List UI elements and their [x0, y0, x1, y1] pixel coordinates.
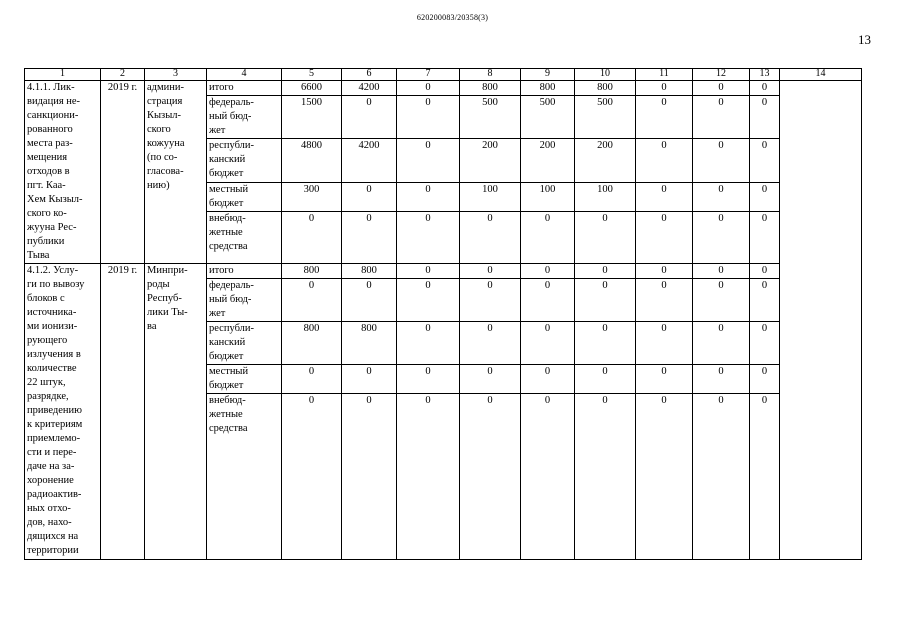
measure-executor: Минпри- роды Респуб- лики Ты- ва: [145, 264, 207, 560]
column-number: 10: [575, 69, 636, 81]
value-cell: 800: [282, 264, 342, 279]
value-cell: 0: [693, 279, 750, 322]
value-cell: 0: [397, 365, 460, 394]
value-cell: 0: [636, 322, 693, 365]
value-cell: 0: [342, 365, 397, 394]
value-cell: 0: [750, 211, 780, 263]
value-cell: 0: [693, 139, 750, 182]
value-cell: 500: [521, 96, 575, 139]
funding-category: внебюд- жетные средства: [207, 394, 282, 560]
value-cell: 4200: [342, 139, 397, 182]
value-cell: 0: [460, 279, 521, 322]
value-cell: 0: [693, 96, 750, 139]
table-row: [25, 264, 862, 279]
value-cell: 0: [693, 182, 750, 211]
value-cell: 0: [575, 365, 636, 394]
page-number: 13: [858, 32, 871, 47]
column-number: 7: [397, 69, 460, 81]
value-cell: 200: [575, 139, 636, 182]
column-number: 5: [282, 69, 342, 81]
value-cell: 0: [282, 365, 342, 394]
column-number: 14: [780, 69, 862, 81]
value-cell: 0: [636, 394, 693, 560]
value-cell: 200: [521, 139, 575, 182]
measure-year: 2019 г.: [101, 264, 145, 560]
value-cell: 500: [460, 96, 521, 139]
value-cell: 0: [397, 264, 460, 279]
document-code: 620200083/20358(3): [416, 13, 489, 22]
value-cell: 0: [460, 211, 521, 263]
notes-cell: [780, 81, 862, 560]
value-cell: 0: [397, 394, 460, 560]
value-cell: 0: [521, 365, 575, 394]
value-cell: 0: [636, 139, 693, 182]
value-cell: 0: [397, 139, 460, 182]
value-cell: 0: [397, 96, 460, 139]
funding-category: республи- канский бюджет: [207, 322, 282, 365]
value-cell: 0: [636, 96, 693, 139]
value-cell: 0: [282, 279, 342, 322]
value-cell: 0: [750, 81, 780, 96]
value-cell: 0: [575, 322, 636, 365]
value-cell: 0: [521, 394, 575, 560]
funding-category: федераль- ный бюд- жет: [207, 279, 282, 322]
value-cell: 0: [693, 211, 750, 263]
funding-category: местный бюджет: [207, 182, 282, 211]
value-cell: 0: [750, 322, 780, 365]
funding-category: республи- канский бюджет: [207, 139, 282, 182]
value-cell: 0: [397, 279, 460, 322]
funding-category: итого: [207, 81, 282, 96]
value-cell: 0: [750, 139, 780, 182]
budget-table: [24, 68, 862, 560]
value-cell: 0: [636, 279, 693, 322]
value-cell: 0: [342, 182, 397, 211]
measure-name: 4.1.1. Лик- видация не- санкциони- рованного места раз- мещения отходов в пгт. Каа- Хем Кызыл- ского ко- жууна Рес- публики Тыва: [25, 81, 101, 264]
funding-category: внебюд- жетные средства: [207, 211, 282, 263]
funding-category: местный бюджет: [207, 365, 282, 394]
value-cell: 800: [342, 322, 397, 365]
value-cell: 0: [282, 211, 342, 263]
value-cell: 0: [575, 279, 636, 322]
value-cell: 0: [397, 81, 460, 96]
value-cell: 0: [693, 394, 750, 560]
value-cell: 200: [460, 139, 521, 182]
column-number: 13: [750, 69, 780, 81]
value-cell: 0: [521, 211, 575, 263]
value-cell: 500: [575, 96, 636, 139]
value-cell: 800: [460, 81, 521, 96]
column-number: 11: [636, 69, 693, 81]
column-number: 2: [101, 69, 145, 81]
value-cell: 0: [521, 264, 575, 279]
value-cell: 6600: [282, 81, 342, 96]
measure-year: 2019 г.: [101, 81, 145, 264]
value-cell: 0: [342, 96, 397, 139]
value-cell: 800: [521, 81, 575, 96]
column-number: 9: [521, 69, 575, 81]
value-cell: 0: [750, 365, 780, 394]
column-number: 12: [693, 69, 750, 81]
value-cell: 0: [460, 322, 521, 365]
funding-category: федераль- ный бюд- жет: [207, 96, 282, 139]
column-number: 3: [145, 69, 207, 81]
value-cell: 800: [342, 264, 397, 279]
value-cell: 0: [693, 365, 750, 394]
column-number-row: [25, 69, 862, 81]
value-cell: 0: [342, 394, 397, 560]
value-cell: 0: [282, 394, 342, 560]
table-row: [25, 81, 862, 96]
value-cell: 0: [750, 264, 780, 279]
value-cell: 4800: [282, 139, 342, 182]
value-cell: 0: [636, 182, 693, 211]
value-cell: 0: [460, 394, 521, 560]
value-cell: 0: [521, 279, 575, 322]
value-cell: 0: [693, 264, 750, 279]
value-cell: 0: [636, 365, 693, 394]
value-cell: 100: [575, 182, 636, 211]
value-cell: 0: [636, 81, 693, 96]
value-cell: 300: [282, 182, 342, 211]
value-cell: 0: [460, 264, 521, 279]
value-cell: 0: [397, 211, 460, 263]
column-number: 1: [25, 69, 101, 81]
measure-executor: админи- страция Кызыл- ского кожууна (по со- гласова- нию): [145, 81, 207, 264]
value-cell: 800: [575, 81, 636, 96]
value-cell: 0: [342, 211, 397, 263]
value-cell: 0: [750, 279, 780, 322]
value-cell: 0: [575, 211, 636, 263]
value-cell: 1500: [282, 96, 342, 139]
value-cell: 0: [521, 322, 575, 365]
value-cell: 4200: [342, 81, 397, 96]
value-cell: 0: [397, 182, 460, 211]
column-number: 8: [460, 69, 521, 81]
value-cell: 0: [750, 96, 780, 139]
value-cell: 0: [636, 264, 693, 279]
value-cell: 0: [750, 182, 780, 211]
column-number: 6: [342, 69, 397, 81]
value-cell: 0: [397, 322, 460, 365]
value-cell: 100: [460, 182, 521, 211]
funding-category: итого: [207, 264, 282, 279]
value-cell: 0: [693, 81, 750, 96]
value-cell: 0: [636, 211, 693, 263]
value-cell: 0: [575, 394, 636, 560]
value-cell: 0: [460, 365, 521, 394]
value-cell: 0: [750, 394, 780, 560]
column-number: 4: [207, 69, 282, 81]
measure-name: 4.1.2. Услу- ги по вывозу блоков с источника- ми ионизи- рующего излучения в количестве 22 штук, разрядке, приведению к критериям приемлемо- сти и пере- даче на за- хоронение радиоактив- ных отхо- дов, нахо- дящихся на территории: [25, 264, 101, 560]
value-cell: 0: [575, 264, 636, 279]
value-cell: 0: [693, 322, 750, 365]
value-cell: 100: [521, 182, 575, 211]
value-cell: 800: [282, 322, 342, 365]
value-cell: 0: [342, 279, 397, 322]
